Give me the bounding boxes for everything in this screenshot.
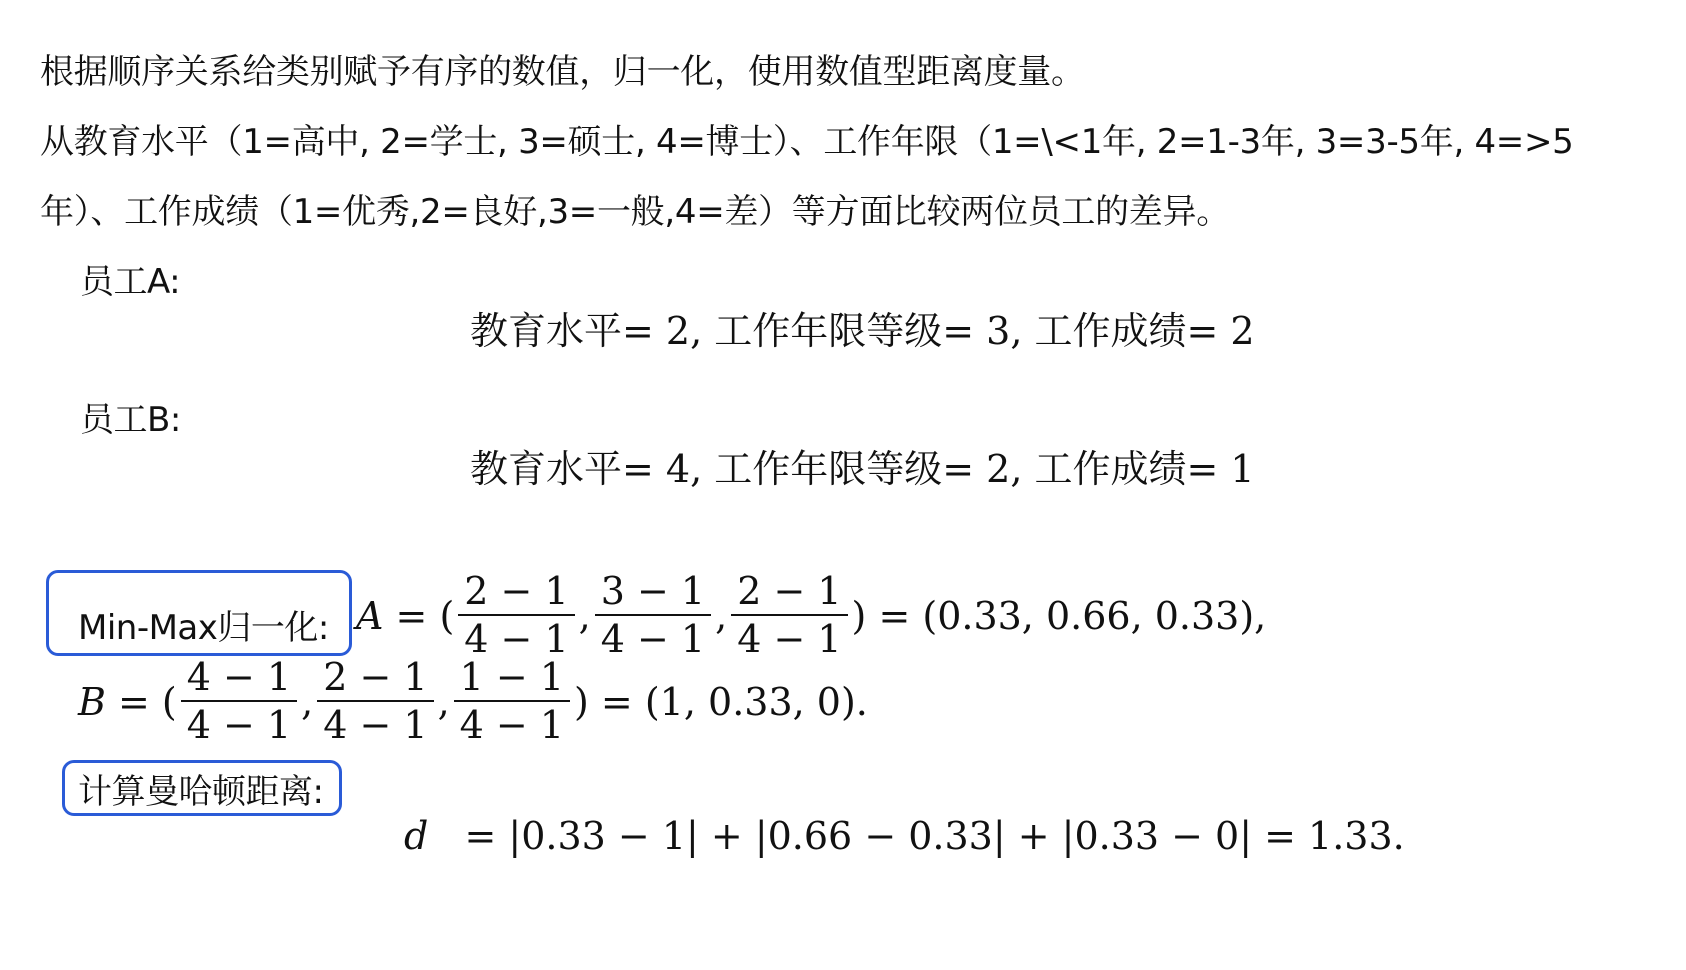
frac-b-3 [454,655,570,747]
employee-a-formula: 教育水平= 2, 工作年限等级= 3, 工作成绩= 2 [470,309,1255,353]
frac-denominator: 4 − 1 [454,700,570,746]
manhattan-formula [404,814,1405,858]
formula-b: B = ( $\frac{4 - 1}{4 - 1}$ , $\frac{2 - 1}{4 - 1}$ , $\frac{1 - 1}{4 - 1}$ ) = (1, 0.33, 0). [78,655,868,747]
var-a: A [356,593,384,638]
intro-line-2: 从教育水平（1=高中, 2=学士, 3=硕士, 4=博士）、工作年限（1=\<1年, 2=1-3年, 3=3-5年, 4=>5 [40,122,1574,162]
employee-b-formula: 教育水平= 4, 工作年限等级= 2, 工作成绩= 1 [470,447,1255,491]
result-b: (1, 0.33, 0). [644,679,868,724]
manhattan-label: 计算曼哈顿距离: [78,772,324,812]
frac-numerator: 2 − 1 [464,569,569,613]
frac-numerator: 3 − 1 [600,569,706,613]
frac-denominator: 4 − 1 [458,614,574,660]
minmax-label: Min-Max归一化: [78,608,329,648]
employee-a-label: 员工A: [80,262,181,302]
frac-a-3 [731,569,847,661]
frac-numerator: 2 − 1 [737,569,842,613]
result-a: (0.33, 0.66, 0.33), [922,593,1267,638]
frac-denominator: 4 − 1 [731,614,847,660]
frac-a-2 [595,569,711,661]
manhattan-expression: = |0.33 − 1| + |0.66 − 0.33| + |0.33 − 0| = 1.33. [464,814,1405,858]
frac-denominator: 4 − 1 [317,700,433,746]
formula-a: A = ( $\frac{2 - 1}{4 - 1}$ , $\frac{3 - 1}{4 - 1}$ , $\frac{2 - 1}{4 - 1}$ ) = (0.33, 0.66, 0.33), [356,569,1267,661]
intro-line-3: 年）、工作成绩（1=优秀,2=良好,3=一般,4=差）等方面比较两位员工的差异。 [40,192,1230,232]
frac-numerator: 2 − 1 [323,655,428,699]
frac-denominator: 4 − 1 [595,614,711,660]
var-b: B [78,679,106,724]
frac-denominator: 4 − 1 [181,700,297,746]
intro-line-1: 根据顺序关系给类别赋予有序的数值，归一化，使用数值型距离度量。 [40,52,1085,92]
employee-b-label: 员工B: [80,400,181,440]
frac-numerator: 4 − 1 [186,655,292,699]
frac-numerator: 1 − 1 [459,655,565,699]
var-d: d [404,814,429,858]
frac-b-1 [181,655,297,747]
frac-b-2 [317,655,433,747]
frac-a-1 [458,569,574,661]
